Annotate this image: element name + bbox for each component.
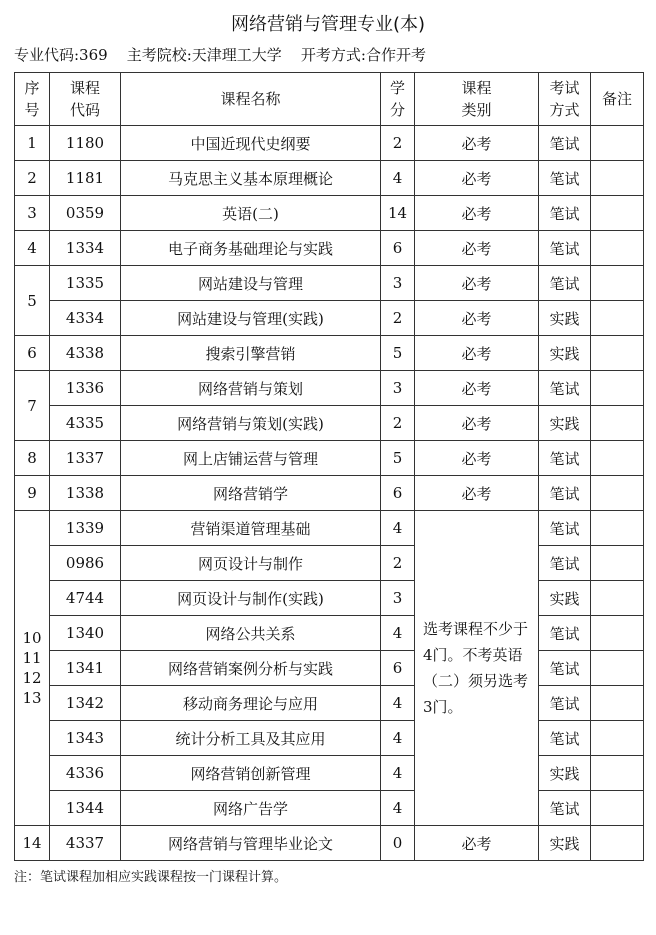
exam-cell: 笔试 [539,126,591,161]
category-cell: 必考 [415,476,539,511]
table-row [15,336,644,371]
table-row [15,371,644,406]
name-cell: 网络广告学 [121,791,381,826]
header-exam: 考试 方式 [539,73,591,126]
exam-cell: 笔试 [539,196,591,231]
credits-cell: 4 [381,791,415,826]
exam-cell: 实践 [539,756,591,791]
exam-cell: 笔试 [539,546,591,581]
name-cell: 网络营销与策划 [121,371,381,406]
credits-cell: 2 [381,126,415,161]
credits-cell: 4 [381,616,415,651]
table-row [15,826,644,861]
credits-cell: 2 [381,546,415,581]
remarks-cell [591,301,644,336]
major-info: 专业代码:369 主考院校:天津理工大学 开考方式:合作开考 [14,46,426,64]
header-remarks: 备注 [591,73,644,126]
credits-cell: 4 [381,161,415,196]
code-cell: 1334 [50,231,121,266]
credits-cell: 3 [381,266,415,301]
code-cell: 1180 [50,126,121,161]
exam-cell: 笔试 [539,476,591,511]
credits-cell: 6 [381,476,415,511]
header-name: 课程名称 [121,73,381,126]
name-cell: 网站建设与管理 [121,266,381,301]
remarks-cell [591,196,644,231]
header-category: 课程 类别 [415,73,539,126]
name-cell: 英语(二) [121,196,381,231]
credits-cell: 0 [381,826,415,861]
exam-cell: 笔试 [539,266,591,301]
name-cell: 电子商务基础理论与实践 [121,231,381,266]
name-cell: 网络营销与策划(实践) [121,406,381,441]
code-cell: 0359 [50,196,121,231]
code-cell: 1342 [50,686,121,721]
exam-cell: 笔试 [539,371,591,406]
exam-cell: 笔试 [539,511,591,546]
credits-cell: 4 [381,756,415,791]
code-cell: 4338 [50,336,121,371]
credits-cell: 4 [381,686,415,721]
remarks-cell [591,336,644,371]
table-row [15,686,644,721]
exam-cell: 实践 [539,826,591,861]
page-title: 网络营销与管理专业(本) [230,14,426,35]
remarks-cell [591,371,644,406]
exam-cell: 实践 [539,581,591,616]
remarks-cell [591,266,644,301]
code-cell: 1340 [50,616,121,651]
code-cell: 4335 [50,406,121,441]
credits-cell: 6 [381,231,415,266]
exam-cell: 实践 [539,336,591,371]
exam-cell: 笔试 [539,651,591,686]
credits-cell: 3 [381,581,415,616]
table-row [15,406,644,441]
table-row [15,546,644,581]
remarks-cell [591,441,644,476]
name-cell: 统计分析工具及其应用 [121,721,381,756]
remarks-cell [591,791,644,826]
table-row [15,791,644,826]
table-row [15,511,644,546]
remarks-cell [591,826,644,861]
code-cell: 1339 [50,511,121,546]
exam-cell: 实践 [539,406,591,441]
category-cell: 选考课程不少于4门。不考英语（二）须另选考3门。 [415,511,539,826]
remarks-cell [591,161,644,196]
seq-cell: 8 [15,441,50,476]
credits-cell: 3 [381,371,415,406]
credits-cell: 4 [381,721,415,756]
credits-cell: 2 [381,301,415,336]
remarks-cell [591,581,644,616]
table-row [15,126,644,161]
table-row [15,721,644,756]
code-cell: 4336 [50,756,121,791]
course-table [14,72,644,861]
exam-cell: 笔试 [539,721,591,756]
code-cell: 4744 [50,581,121,616]
table-row [15,231,644,266]
name-cell: 营销渠道管理基础 [121,511,381,546]
table-row [15,756,644,791]
seq-cell: 7 [15,371,50,441]
name-cell: 网络营销学 [121,476,381,511]
name-cell: 网站建设与管理(实践) [121,301,381,336]
seq-cell: 5 [15,266,50,336]
category-cell: 必考 [415,196,539,231]
name-cell: 中国近现代史纲要 [121,126,381,161]
exam-cell: 笔试 [539,791,591,826]
seq-cell: 9 [15,476,50,511]
exam-cell: 笔试 [539,161,591,196]
remarks-cell [591,231,644,266]
table-row [15,651,644,686]
remarks-cell [591,616,644,651]
exam-cell: 笔试 [539,231,591,266]
code-cell: 1335 [50,266,121,301]
name-cell: 移动商务理论与应用 [121,686,381,721]
name-cell: 搜索引擎营销 [121,336,381,371]
exam-cell: 笔试 [539,686,591,721]
header-credits: 学 分 [381,73,415,126]
code-cell: 4337 [50,826,121,861]
code-cell: 1338 [50,476,121,511]
code-cell: 1341 [50,651,121,686]
footnote: 注：笔试课程加相应实践课程按一门课程计算。 [14,870,288,885]
credits-cell: 6 [381,651,415,686]
seq-cell: 6 [15,336,50,371]
remarks-cell [591,546,644,581]
category-cell: 必考 [415,301,539,336]
table-row [15,161,644,196]
remarks-cell [591,686,644,721]
category-cell: 必考 [415,371,539,406]
table-row [15,441,644,476]
category-cell: 必考 [415,826,539,861]
remarks-cell [591,511,644,546]
name-cell: 网页设计与制作(实践) [121,581,381,616]
name-cell: 网页设计与制作 [121,546,381,581]
table-row [15,581,644,616]
name-cell: 网络营销创新管理 [121,756,381,791]
table-row [15,266,644,301]
name-cell: 网上店铺运营与管理 [121,441,381,476]
credits-cell: 5 [381,336,415,371]
name-cell: 网络公共关系 [121,616,381,651]
code-cell: 4334 [50,301,121,336]
remarks-cell [591,721,644,756]
table-row [15,616,644,651]
table-row [15,301,644,336]
category-cell: 必考 [415,406,539,441]
header-seq: 序 号 [15,73,50,126]
category-cell: 必考 [415,231,539,266]
exam-cell: 笔试 [539,616,591,651]
seq-cell: 10 11 12 13 [15,511,50,826]
name-cell: 网络营销与管理毕业论文 [121,826,381,861]
credits-cell: 4 [381,511,415,546]
seq-cell: 4 [15,231,50,266]
table-row [15,196,644,231]
header-code: 课程 代码 [50,73,121,126]
code-cell: 1343 [50,721,121,756]
code-cell: 1337 [50,441,121,476]
name-cell: 网络营销案例分析与实践 [121,651,381,686]
credits-cell: 2 [381,406,415,441]
header-row [15,73,644,126]
seq-cell: 3 [15,196,50,231]
remarks-cell [591,651,644,686]
remarks-cell [591,476,644,511]
category-cell: 必考 [415,336,539,371]
seq-cell: 1 [15,126,50,161]
category-cell: 必考 [415,126,539,161]
seq-cell: 2 [15,161,50,196]
category-cell: 必考 [415,266,539,301]
name-cell: 马克思主义基本原理概论 [121,161,381,196]
credits-cell: 14 [381,196,415,231]
code-cell: 1181 [50,161,121,196]
code-cell: 1344 [50,791,121,826]
category-cell: 必考 [415,441,539,476]
remarks-cell [591,756,644,791]
seq-cell: 14 [15,826,50,861]
remarks-cell [591,406,644,441]
category-cell: 必考 [415,161,539,196]
table-row [15,476,644,511]
exam-cell: 实践 [539,301,591,336]
remarks-cell [591,126,644,161]
code-cell: 1336 [50,371,121,406]
exam-cell: 笔试 [539,441,591,476]
code-cell: 0986 [50,546,121,581]
credits-cell: 5 [381,441,415,476]
